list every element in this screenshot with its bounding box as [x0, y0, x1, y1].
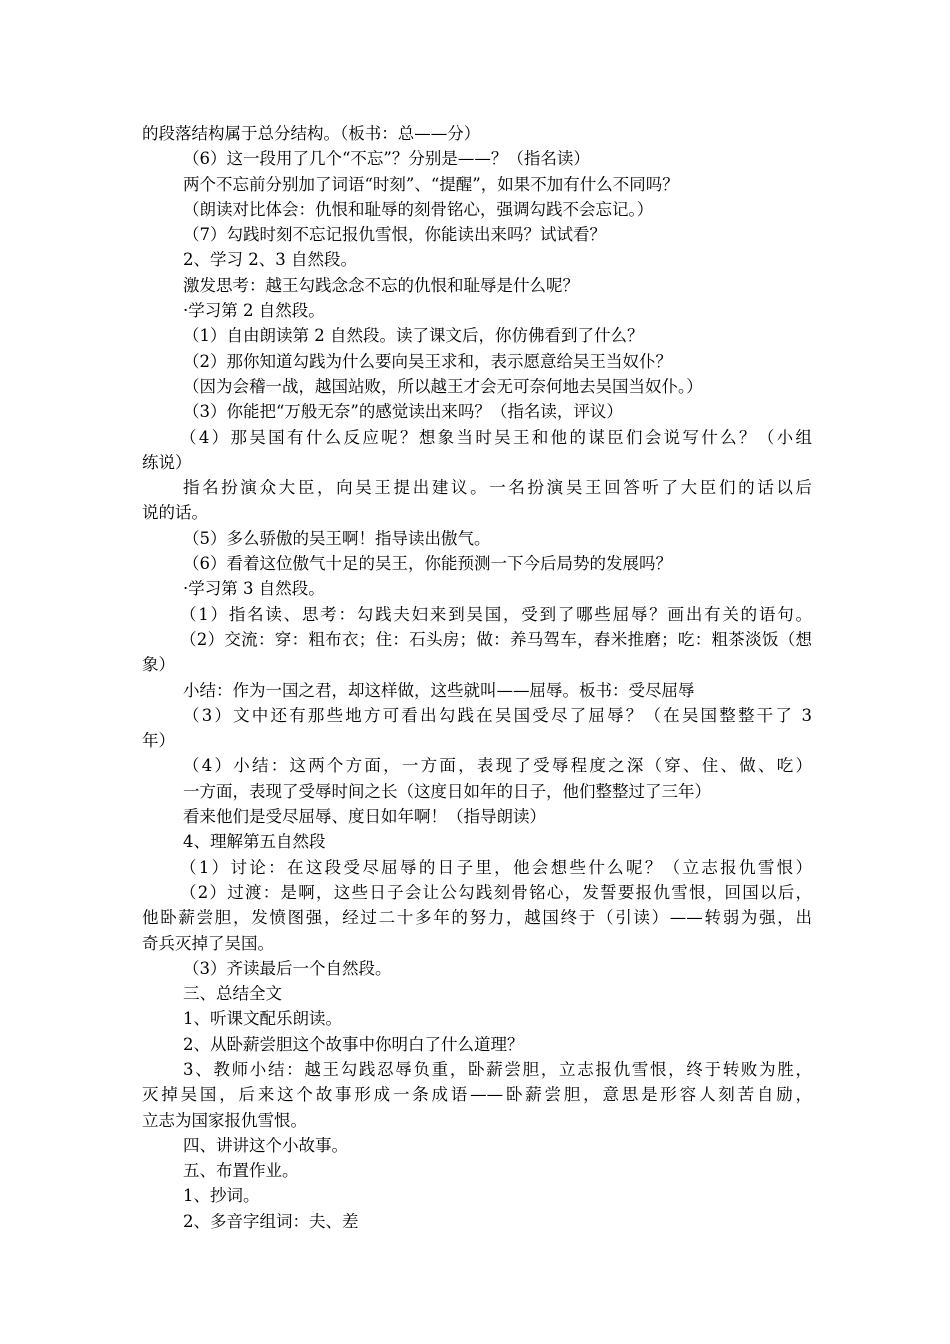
text-line: 五、布置作业。 — [183, 1161, 299, 1181]
text-line: （7）勾践时刻不忘记报仇雪恨，你能读出来吗？试试看？ — [183, 225, 606, 245]
text-line: （5）多么骄傲的吴王啊！指导读出傲气。 — [183, 528, 491, 548]
text-line: 小结：作为一国之君，却这样做，这些就叫——屈辱。板书：受尽屈辱 — [183, 680, 695, 700]
text-line: 2、从卧薪尝胆这个故事中你明白了什么道理？ — [183, 1034, 524, 1054]
text-line: 说的话。 — [142, 503, 208, 523]
text-line: 两个不忘前分别加了词语“时刻”、“提醒”，如果不加有什么不同吗？ — [183, 174, 679, 194]
text-line: 的段落结构属于总分结构。（板书：总——分） — [142, 124, 481, 143]
text-line: 他卧薪尝胆，发愤图强，经过二十多年的努力，越国终于（引读）——转弱为强，出 — [142, 908, 812, 928]
text-line: （2）交流：穿：粗布衣；住：石头房；做：养马驾车，舂米推磨；吃：粗茶淡饭（想 — [180, 629, 812, 649]
text-line: 奇兵灭掉了吴国。 — [142, 933, 274, 953]
text-line: （1）指名读、思考：勾践夫妇来到吴国，受到了哪些屈辱？画出有关的语句。 — [180, 604, 812, 624]
text-line: （4）小结：这两个方面，一方面，表现了受辱程度之深（穿、住、做、吃） — [183, 756, 812, 776]
text-line: （朗读对比体会：仇恨和耻辱的刻骨铭心，强调勾践不会忘记。） — [183, 199, 654, 219]
text-line: （6）看着这位傲气十足的吴王，你能预测一下今后局势的发展吗？ — [183, 554, 672, 574]
text-line: 3、教师小结：越王勾践忍辱负重，卧薪尝胆，立志报仇雪恨，终于转败为胜， — [183, 1059, 812, 1079]
text-line: 年） — [142, 731, 175, 751]
text-line: （3）你能把“万般无奈”的感觉读出来吗？（指名读，评议） — [183, 402, 623, 422]
text-line: 1、听课文配乐朗读。 — [183, 1009, 342, 1029]
text-line: 2、学习 2、3 自然段。 — [183, 250, 357, 270]
text-line: ·学习第 2 自然段。 — [183, 301, 325, 321]
text-line: 立志为国家报仇雪恨。 — [142, 1110, 307, 1130]
text-line: 三、总结全文 — [183, 984, 282, 1004]
text-line: （6）这一段用了几个“不忘”？分别是——？（指名读） — [183, 149, 590, 169]
text-line: 看来他们是受尽屈辱、度日如年啊！（指导朗读） — [183, 807, 546, 827]
text-line: 指名扮演众大臣，向吴王提出建议。一名扮演吴王回答听了大臣们的话以后 — [183, 478, 812, 498]
text-line: 2、多音字组词：夫、差 — [183, 1211, 359, 1231]
text-line: 象） — [142, 655, 175, 675]
text-line: 1、抄词。 — [183, 1186, 260, 1206]
text-line: （2）那你知道勾践为什么要向吴王求和，表示愿意给吴王当奴仆？ — [183, 351, 672, 371]
text-line: 4、理解第五自然段 — [183, 832, 326, 852]
text-line: 激发思考：越王勾践念念不忘的仇恨和耻辱是什么呢？ — [183, 275, 579, 295]
text-line: （因为会稽一战，越国站败，所以越王才会无可奈何地去吴国当奴仆。） — [183, 376, 703, 396]
text-line: （1）自由朗读第 2 自然段。读了课文后，你仿佛看到了什么？ — [183, 326, 644, 346]
text-line: 练说） — [142, 452, 192, 472]
text-line: 一方面，表现了受辱时间之长（这度日如年的日子，他们整整过了三年） — [183, 781, 711, 801]
text-line: （4）那吴国有什么反应呢？想象当时吴王和他的谋臣们会说写什么？（小组 — [180, 427, 812, 447]
text-line: （3）文中还有那些地方可看出勾践在吴国受尽了屈辱？（在吴国整整干了 3 — [183, 705, 812, 725]
text-line: 四、讲讲这个小故事。 — [183, 1135, 348, 1155]
text-line: （3）齐读最后一个自然段。 — [183, 958, 392, 978]
text-line: （2）过渡：是啊，这些日子会让公勾践刻骨铭心，发誓要报仇雪恨，回国以后， — [180, 882, 812, 902]
document-page — [142, 121, 812, 1234]
text-line: ·学习第 3 自然段。 — [183, 579, 325, 599]
text-line: 灭掉吴国，后来这个故事形成一条成语——卧薪尝胆，意思是形容人刻苦自励， — [142, 1085, 812, 1105]
text-line: （1）讨论：在这段受尽屈辱的日子里，他会想些什么呢？（立志报仇雪恨） — [180, 857, 812, 877]
